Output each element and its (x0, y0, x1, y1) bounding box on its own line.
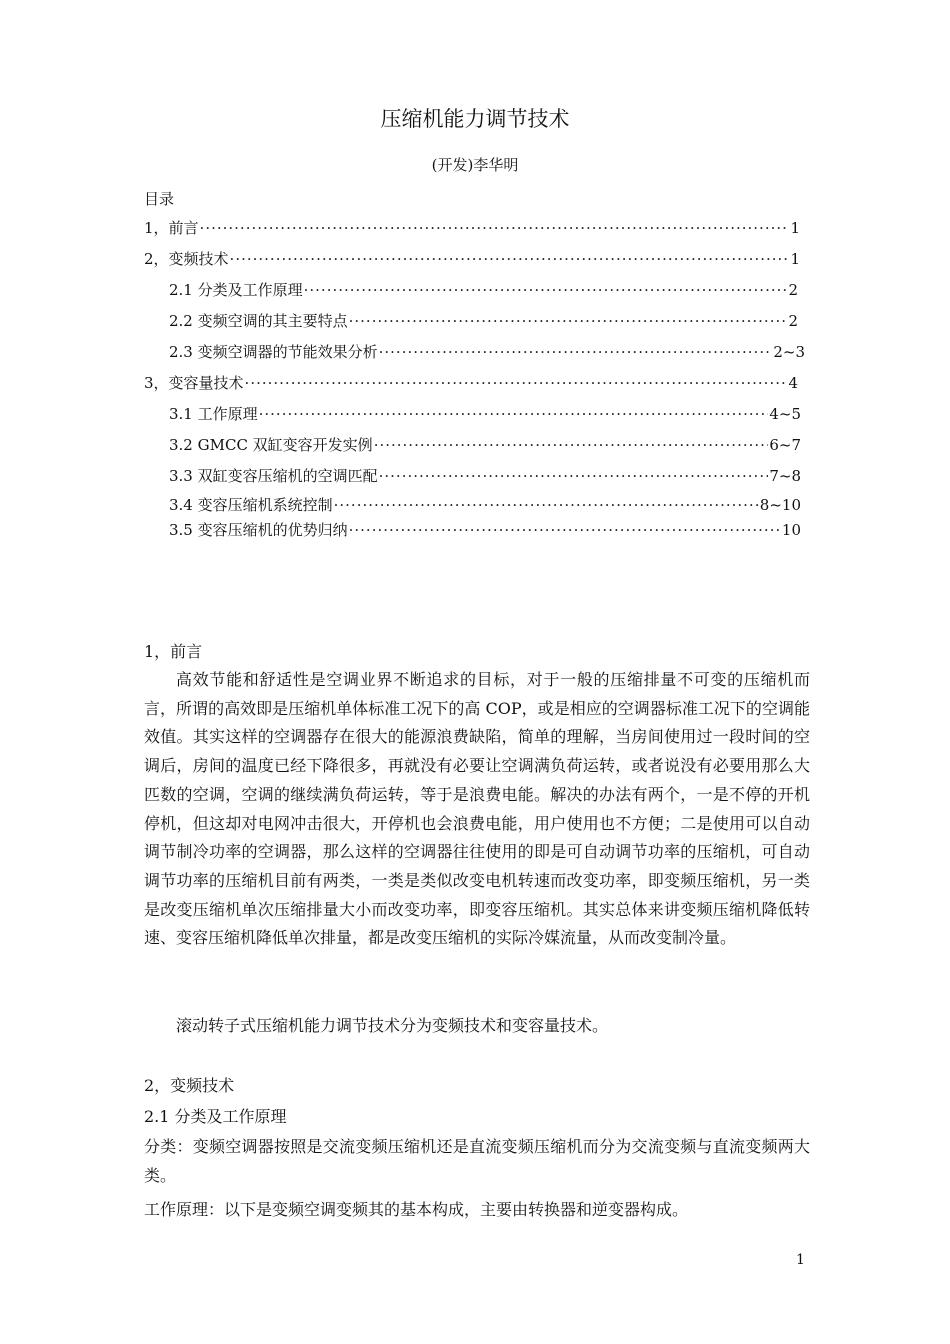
toc-entry[interactable] (169, 465, 801, 487)
toc-entry-page: 1 (790, 219, 800, 237)
toc-leader-dots (259, 403, 769, 425)
page-number: 1 (796, 1252, 805, 1268)
toc-entry[interactable] (169, 403, 801, 425)
toc-entry[interactable] (144, 248, 800, 270)
toc-leader-dots (379, 465, 769, 487)
toc-entry-page: 10 (781, 521, 801, 539)
toc-leader-dots (349, 519, 781, 541)
toc-leader-dots (349, 310, 788, 332)
toc-entry-page: 6~7 (769, 436, 801, 454)
body-paragraph: 工作原理：以下是变频空调变频其的基本构成，主要由转换器和逆变器构成。 (144, 1200, 689, 1219)
toc-entry-label: 3.2 GMCC 双缸变容开发实例 (169, 436, 373, 454)
toc-entry-page: 2 (788, 312, 798, 330)
toc-leader-dots (245, 372, 788, 394)
toc-entry-label: 2.1 分类及工作原理 (169, 281, 303, 299)
toc-entry-page: 2~3 (773, 343, 805, 361)
section-heading: 1，前言 (144, 642, 203, 661)
toc-entry[interactable] (169, 279, 798, 301)
toc-entry-label: 3，变容量技术 (144, 374, 244, 392)
toc-entry[interactable] (169, 519, 801, 541)
toc-leader-dots (334, 494, 759, 516)
subsection-heading: 2.1 分类及工作原理 (144, 1107, 287, 1126)
document-author: (开发)李华明 (431, 156, 519, 174)
toc-entry-page: 8~10 (759, 496, 801, 514)
toc-entry[interactable] (169, 494, 801, 516)
toc-entry-label: 1，前言 (144, 219, 199, 237)
toc-entry-page: 4~5 (769, 405, 801, 423)
body-paragraph: 高效节能和舒适性是空调业界不断追求的目标，对于一般的压缩排量不可变的压缩机而言，所谓的高效即是压缩机单体标准工况下的高 COP，或是相应的空调器标准工况下的空调能效值。其实这样的空调器存在很大的能源浪费缺陷，简单的理解，当房间使用过一段时间的空调后，房间的温度已经下降很多，再就没有必要让空调满负荷运转，或者说没有必要用那么大匹数的空调，空调的继续满负荷运转，等于是浪费电能。解决的办法有两个，一是不停的开机停机，但这却对电网冲击很大，开停机也会浪费电能，用户使用也不方便；二是使用可以自动调节制冷功率的空调器，那么这样的空调器往往使用的即是可自动调节功率的压缩机，可自动调节功率的压缩机目前有两类，一类是类似改变电机转速而改变功率，即变频压缩机，另一类是改变压缩机单次压缩排量大小而改变功率，即变容压缩机。其实总体来讲变频压缩机降低转速、变容压缩机降低单次排量，都是改变压缩机的实际冷媒流量，从而改变制冷量。 (144, 670, 810, 948)
toc-entry[interactable] (144, 217, 800, 239)
toc-entry-label: 2.2 变频空调的其主要特点 (169, 312, 348, 330)
section-heading: 2，变频技术 (144, 1076, 235, 1095)
toc-entry-page: 2 (788, 281, 798, 299)
body-paragraph: 分类：变频空调器按照是交流变频压缩机还是直流变频压缩机而分为交流变频与直流变频两大类。 (144, 1137, 810, 1185)
toc-entry[interactable] (169, 341, 805, 363)
toc-leader-dots (230, 248, 790, 270)
toc-entry-label: 2.3 变频空调器的节能效果分析 (169, 343, 378, 361)
toc-leader-dots (374, 434, 769, 456)
toc-entry[interactable] (169, 310, 798, 332)
document-title: 压缩机能力调节技术 (380, 107, 570, 131)
toc-entry-label: 2，变频技术 (144, 250, 229, 268)
toc-leader-dots (200, 217, 790, 239)
toc-entry[interactable] (144, 372, 798, 394)
toc-entry-page: 7~8 (769, 467, 801, 485)
toc-entry-page: 4 (788, 374, 798, 392)
toc-entry-label: 3.4 变容压缩机系统控制 (169, 496, 333, 514)
toc-entry-label: 3.1 工作原理 (169, 405, 258, 423)
body-paragraph: 滚动转子式压缩机能力调节技术分为变频技术和变容量技术。 (176, 1016, 609, 1035)
toc-heading: 目录 (144, 190, 175, 208)
toc-entry-label: 3.5 变容压缩机的优势归纳 (169, 521, 348, 539)
toc-entry-label: 3.3 双缸变容压缩机的空调匹配 (169, 467, 378, 485)
toc-leader-dots (304, 279, 788, 301)
toc-entry[interactable] (169, 434, 801, 456)
toc-leader-dots (379, 341, 773, 363)
toc-entry-page: 1 (790, 250, 800, 268)
